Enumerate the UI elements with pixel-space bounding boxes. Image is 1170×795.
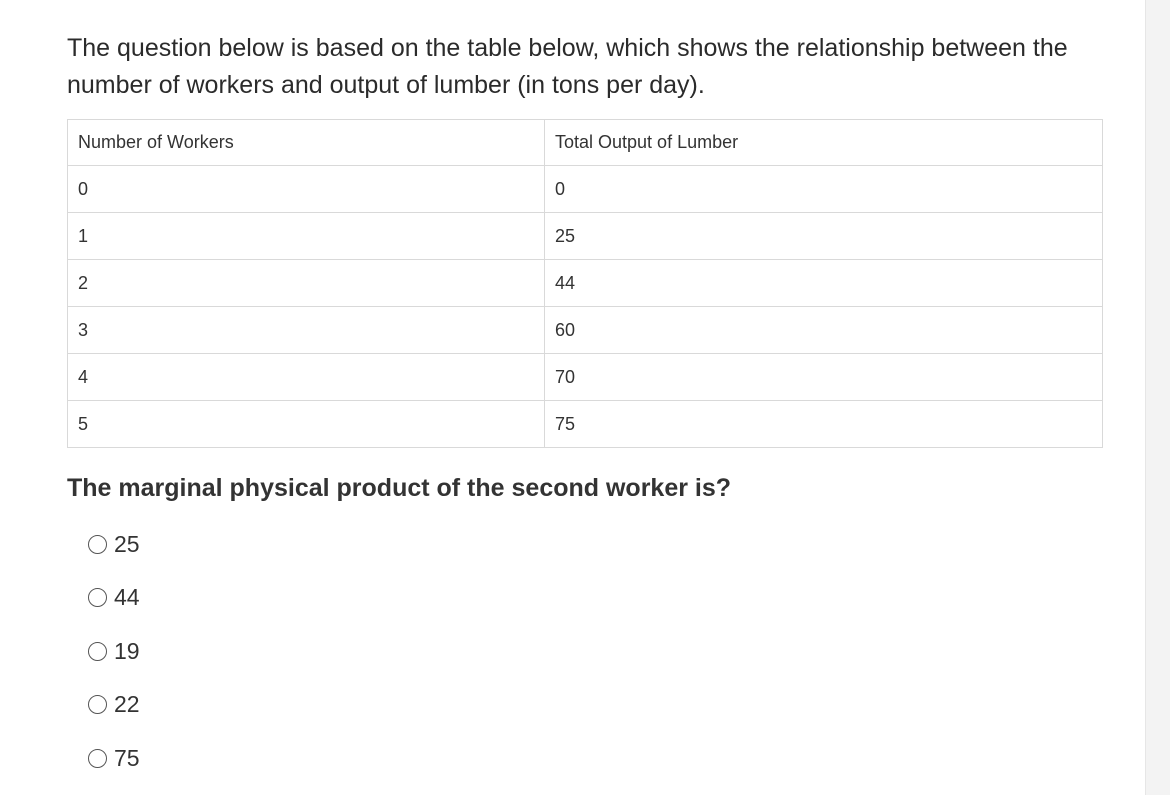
table-header-row [68,120,1103,166]
answer-option-label: 22 [114,691,140,717]
data-table [67,119,1103,448]
column-header-workers: Number of Workers [68,120,545,166]
table-row [68,307,1103,354]
table-cell-workers: 4 [68,354,545,401]
table-cell-output: 75 [545,401,1103,448]
answer-option[interactable] [88,741,140,775]
table-cell-workers: 1 [68,213,545,260]
table-row [68,213,1103,260]
radio-button[interactable] [88,642,107,661]
intro-text: The question below is based on the table below, which shows the relationship between the number of workers and output of lumber (in tons per day). [67,34,1068,99]
answer-option[interactable] [88,634,140,668]
column-header-output: Total Output of Lumber [545,120,1103,166]
table-row [68,354,1103,401]
table-row [68,166,1103,213]
answer-option[interactable] [88,527,140,561]
answer-option[interactable] [88,581,140,615]
table-cell-output: 25 [545,213,1103,260]
answer-option-label: 25 [114,530,140,557]
question-text: The marginal physical product of the second worker is? [67,474,732,502]
table-cell-output: 0 [545,166,1103,213]
table-cell-workers: 3 [68,307,545,354]
table-cell-workers: 2 [68,260,545,307]
answer-option-label: 44 [114,584,140,610]
radio-button[interactable] [88,695,107,714]
table-cell-output: 70 [545,354,1103,401]
table-row [68,401,1103,448]
table-cell-workers: 0 [68,166,545,213]
table-row [68,260,1103,307]
answer-options [88,527,140,795]
radio-button[interactable] [88,588,107,607]
answer-option-label: 19 [114,637,140,664]
answer-option-label: 75 [114,744,140,771]
table-cell-output: 44 [545,260,1103,307]
answer-option[interactable] [88,688,140,722]
radio-button[interactable] [88,749,107,768]
radio-button[interactable] [88,535,107,554]
table-cell-workers: 5 [68,401,545,448]
table-cell-output: 60 [545,307,1103,354]
